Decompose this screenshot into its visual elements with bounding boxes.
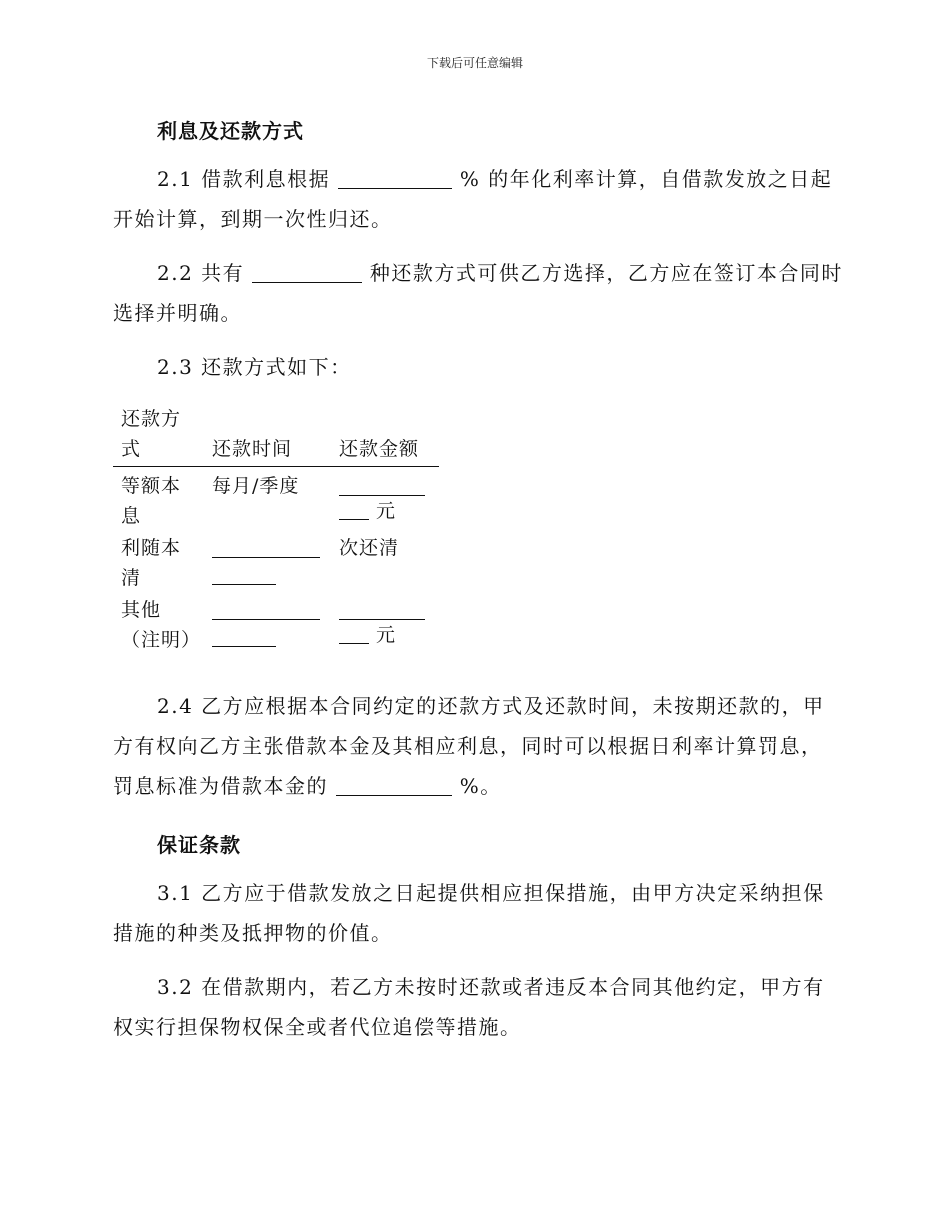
amount-blank-line-2[interactable]: [339, 499, 369, 520]
row-method: 其他（注明）: [121, 599, 202, 651]
header-amount: 还款金额: [339, 438, 420, 460]
table-header-row: [113, 402, 439, 467]
penalty-rate-blank[interactable]: [336, 775, 452, 796]
row-time: [212, 595, 327, 647]
clause-2-4-text-a: 2.4 乙方应根据本合同约定的还款方式及还款时间，未按期还款的，甲方有权向乙方主张借款本金及其相应利息，同时可以根据日利率计算罚息，罚息标准为借款本金的: [113, 694, 825, 798]
clause-2-2: [113, 253, 843, 333]
time-blank-line-2[interactable]: [212, 620, 276, 647]
row-method: 利随本清: [121, 537, 182, 589]
row-amount: [339, 471, 439, 526]
clause-2-1-text-b: % 的年化利率计算，自借款发放之日起开始计算，到期一次性归还。: [113, 167, 833, 231]
time-blank-line-1[interactable]: [212, 595, 320, 620]
row-amount: [339, 595, 439, 650]
time-blank-line-1[interactable]: [212, 533, 320, 558]
page-header: 下载后可任意编辑: [426, 56, 523, 70]
row-time: 每月/季度: [212, 475, 300, 497]
clause-2-3: 2.3 还款方式如下：: [157, 355, 352, 379]
clause-3-2: 3.2 在借款期内，若乙方未按时还款或者违反本合同其他约定，甲方有权实行担保物权保全或者代位追偿等措施。: [113, 975, 825, 1039]
row-method: 等额本息: [121, 475, 182, 527]
repayment-table: [113, 402, 439, 681]
clause-3-1: 3.1 乙方应于借款发放之日起提供相应担保措施，由甲方决定采纳担保措施的种类及抵押物的价值。: [113, 881, 825, 945]
clause-2-1: [113, 159, 843, 239]
amount-blank-line-1[interactable]: [339, 595, 425, 620]
amount-unit: 元: [376, 624, 397, 646]
table-row: [113, 591, 439, 681]
row-amount: 次还清: [339, 537, 400, 559]
section-heading-interest: 利息及还款方式: [157, 119, 304, 143]
clause-2-1-text-a: 2.1 借款利息根据: [157, 167, 339, 191]
clause-2-4: [113, 686, 843, 806]
clause-2-2-text-b: 种还款方式可供乙方选择，乙方应在签订本合同时选择并明确。: [113, 261, 843, 325]
section-heading-guarantee: 保证条款: [157, 833, 241, 857]
amount-blank-line-2[interactable]: [339, 623, 369, 644]
interest-rate-blank[interactable]: [338, 168, 452, 189]
clause-2-4-text-b: %。: [451, 774, 502, 798]
row-time: [212, 533, 327, 585]
repayment-count-blank[interactable]: [252, 262, 362, 283]
amount-unit: 元: [376, 500, 397, 522]
header-time: 还款时间: [212, 438, 293, 460]
table-row: [113, 529, 439, 591]
clause-2-2-text-a: 2.2 共有: [157, 261, 253, 285]
amount-blank-line-1[interactable]: [339, 471, 425, 496]
table-row: [113, 467, 439, 529]
header-method: 还款方式: [121, 408, 182, 460]
time-blank-line-2[interactable]: [212, 558, 276, 585]
